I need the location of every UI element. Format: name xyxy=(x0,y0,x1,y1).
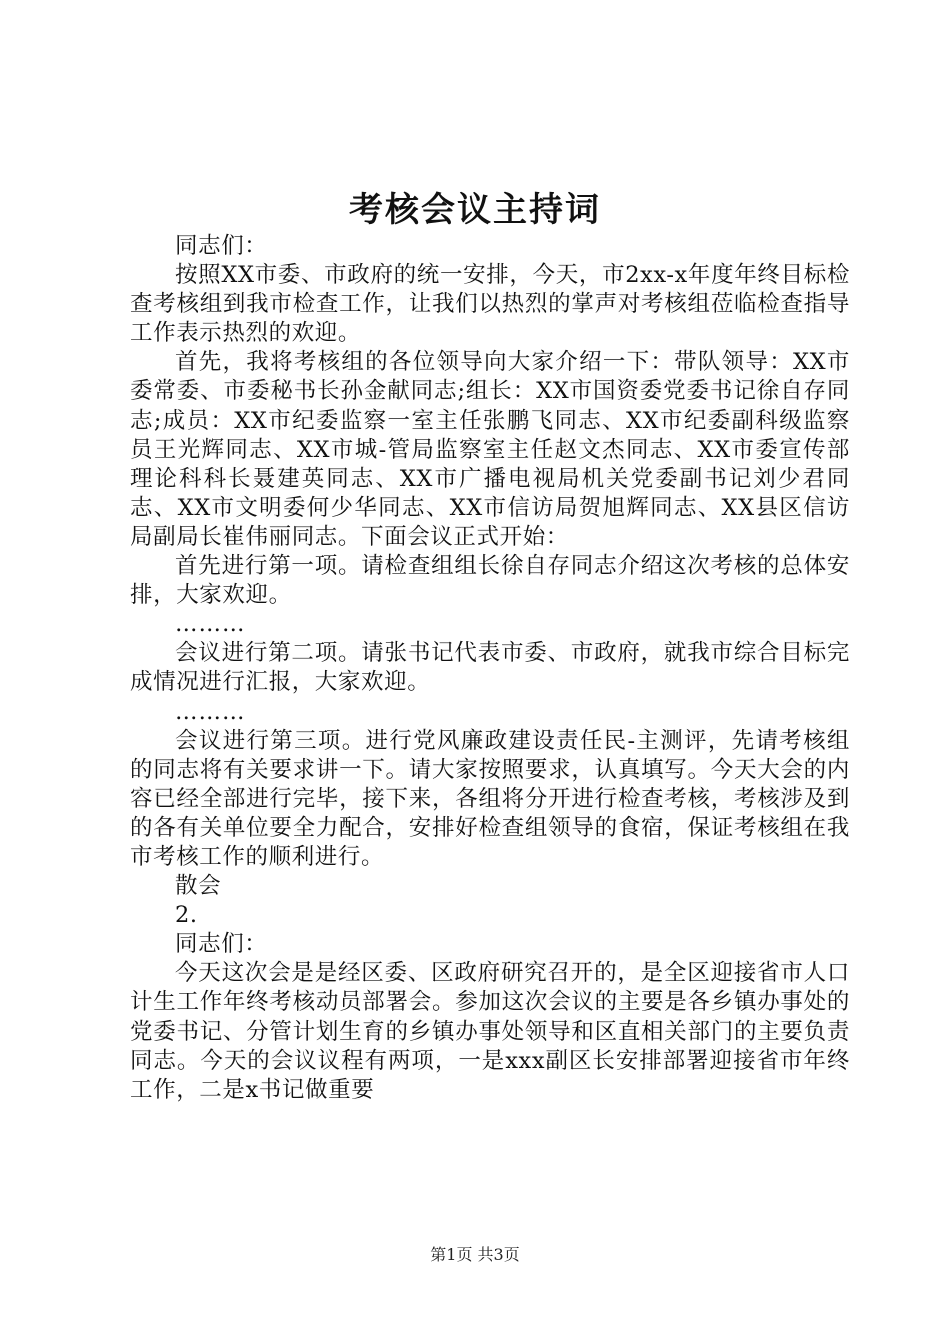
paragraph-welcome: 按照XX市委、市政府的统一安排，今天，市2xx-x年度年终目标检查考核组到我市检查工作，让我们以热烈的掌声对考核组莅临检查指导工作表示热烈的欢迎。 xyxy=(130,262,850,347)
section-number: 2. xyxy=(175,902,198,929)
paragraph-second-speech: 今天这次会是是经区委、区政府研究召开的，是全区迎接省市人口计生工作年终考核动员部署会。参加这次会议的主要是各乡镇办事处的党委书记、分管计划生育的乡镇办事处领导和区直相关部门的主要负责同志。今天的会议议程有两项，一是xxx副区长安排部署迎接省市年终工作，二是x书记做重要 xyxy=(130,960,850,1103)
paragraph-item-three: 会议进行第三项。进行党风廉政建设责任民-主测评，先请考核组的同志将有关要求讲一下。请大家按照要求，认真填写。今天大会的内容已经全部进行完毕，接下来，各组将分开进行检查考核，考核涉及到的各有关单位要全力配合，安排好检查组领导的食宿，保证考核组在我市考核工作的顺利进行。 xyxy=(130,727,850,870)
document-body xyxy=(130,232,850,1105)
paragraph-item-two: 会议进行第二项。请张书记代表市委、市政府，就我市综合目标完成情况进行汇报，大家欢迎。 xyxy=(130,640,850,696)
salutation-second: 同志们： xyxy=(175,931,268,958)
salutation: 同志们： xyxy=(175,233,268,259)
paragraph-introductions: 首先，我将考核组的各位领导向大家介绍一下：带队领导：XX市委常委、市委秘书长孙金献同志;组长：XX市国资委党委书记徐自存同志;成员：XX市纪委监察一室主任张鹏飞同志、XX市纪委副科级监察员王光辉同志、XX市城-管局监察室主任赵文杰同志、XX市委宣传部理论科科长聂建英同志、XX市广播电视局机关党委副书记刘少君同志、XX市文明委何少华同志、XX市信访局贺旭辉同志、XX县区信访局副局长崔伟丽同志。下面会议正式开始： xyxy=(130,349,850,550)
document-title: 考核会议主持词 xyxy=(349,190,601,230)
ellipsis-separator: ……… xyxy=(175,698,246,725)
page-footer: 第1页 共3页 xyxy=(430,1245,520,1264)
paragraph-item-one: 首先进行第一项。请检查组组长徐自存同志介绍这次考核的总体安排，大家欢迎。 xyxy=(130,553,850,609)
paragraph-adjourn: 散会 xyxy=(175,873,222,900)
ellipsis-separator: ……… xyxy=(175,611,246,638)
